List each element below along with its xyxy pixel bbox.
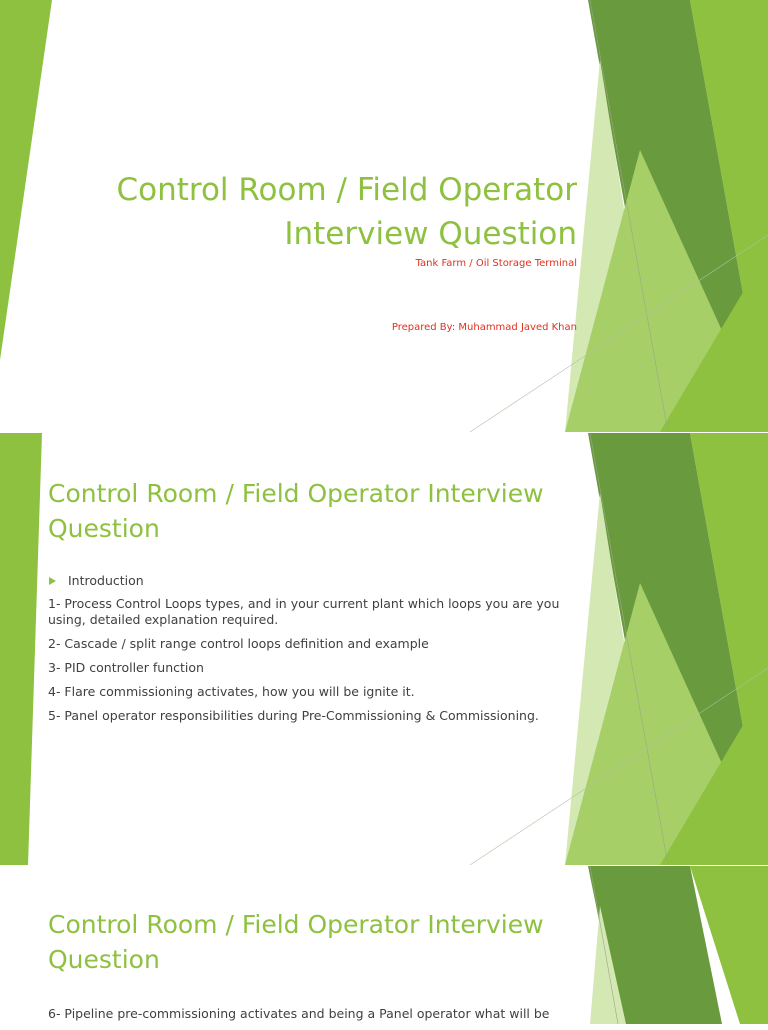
question-item: 3- PID controller function: [48, 660, 204, 675]
slide-subtitle: Tank Farm / Oil Storage Terminal: [415, 258, 577, 269]
question-item: 4- Flare commissioning activates, how you will be ignite it.: [48, 684, 415, 699]
author-credit: Prepared By: Muhammad Javed Khan: [391, 322, 577, 333]
slide-title: [0, 0, 768, 432]
question-item: 5- Panel operator responsibilities during Pre-Commissioning & Commissioning.: [48, 708, 539, 723]
list-item: [48, 573, 588, 588]
question-list: [48, 1006, 588, 1030]
slide-heading: Control Room / Field Operator Interview Question: [48, 910, 544, 974]
question-item: 1- Process Control Loops types, and in your current plant which loops you are you using, detailed explanation required.: [48, 596, 560, 627]
question-item: 2- Cascade / split range control loops definition and example: [48, 636, 429, 651]
triangle-bullet-icon: [49, 577, 56, 585]
slide-title-text: Control Room / Field Operator Interview Question: [116, 172, 577, 252]
bullet-text: Introduction: [68, 573, 144, 588]
slide-heading: Control Room / Field Operator Interview Question: [48, 479, 544, 543]
question-item: 6- Pipeline pre-commissioning activates and being a Panel operator what will be: [48, 1006, 550, 1021]
question-list: [48, 573, 588, 732]
